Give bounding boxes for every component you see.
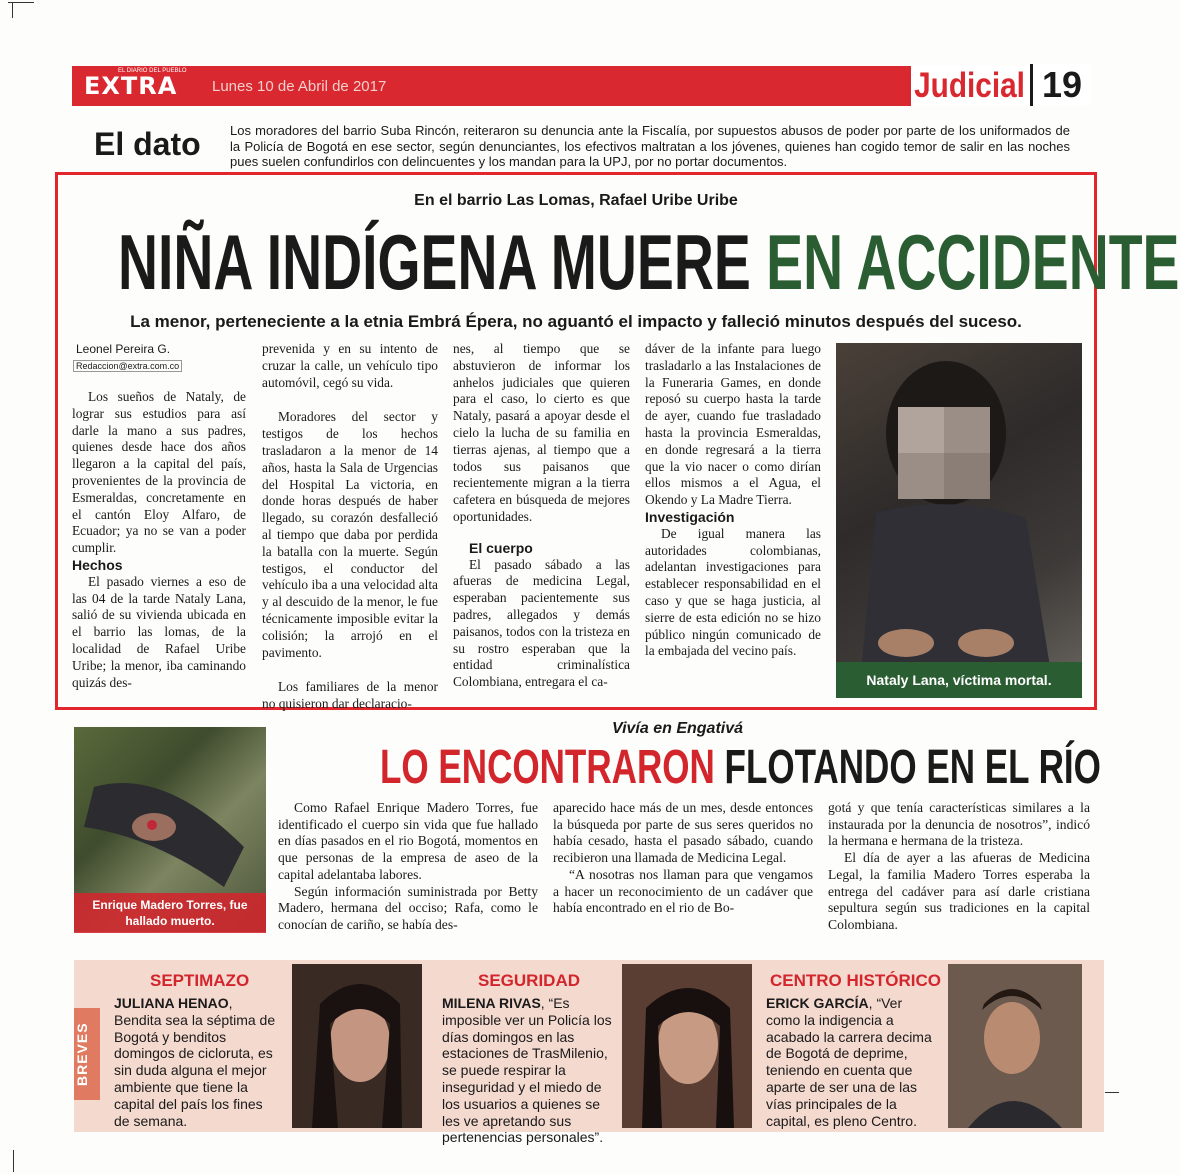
- breve-text-2: [442, 995, 612, 1146]
- el-dato-text: Los moradores del barrio Suba Rincón, reiteraron su denuncia ante la Fiscalía, por supuestos abusos de poder por parte de los uniformados de la Policía de Bogotá en ese sector, según denunciantes, los efectivos maltratan a los jóvenes, quienes han cogido temor de salir en las noches pues suelen confundirlos con delincuentes y los mandan para la UPJ, por no portar documentos.: [230, 123, 1070, 169]
- breve-photo-3: [948, 964, 1082, 1128]
- victim-photo: [836, 343, 1082, 698]
- crop-mark-right: [1105, 1092, 1119, 1093]
- el-dato-label: El dato: [94, 126, 201, 162]
- subhead-investigacion: Investigación: [645, 508, 735, 525]
- breves-label: BREVES: [74, 1022, 90, 1086]
- paragraph: dáver de la infante para luego trasladarlo a las Instalaciones de la Funeraria Games, en donde reposó su cuerpo hasta la tarde de ayer, cuando fue trasladado hasta la provincia Esmeraldas, en donde regresará a la tierra que la vio nacer o como dirían ellos mismos a el Agua, el Okendo y La Madre Tierra.: [645, 341, 821, 508]
- byline: Leonel Pereira G.: [76, 342, 171, 356]
- paragraph: aparecido hace más de un mes, desde entonces la búsqueda por parte de sus seres queridos no había cesado, hasta el pasado sábado, cuando recibieron una llamada de Medicina Legal.: [553, 800, 813, 866]
- breve-name-1: JULIANA HENAO: [114, 995, 229, 1011]
- breve-text-1: [114, 995, 280, 1129]
- paragraph: Según información suministrada por Betty Madero, hermana del occiso; Rafa, como le conocían de cariño, se había des-: [278, 883, 538, 932]
- breve-quote-1: , Bendita sea la séptima de Bogotá y benditos domingos de cicloruta, es sin duda alguna el mejor ambiente que tiene la capital del país los fines de semana.: [114, 995, 276, 1129]
- main-article-kicker: En el barrio Las Lomas, Rafael Uribe Uribe: [414, 192, 738, 209]
- main-article-deck: La menor, perteneciente a la etnia Embrá Épera, no aguantó el impacto y falleció minutos después del suceso.: [130, 312, 1022, 331]
- second-article-kicker: Vivía en Engativá: [612, 720, 744, 737]
- paragraph: El pasado sábado a las afueras de medicina Legal, esperaban pacientemente sus padres, allegados y demás paisanos, todos con la tristeza en su rostro esperaban que la entidad criminalística Colombiana, entregara el ca-: [453, 556, 630, 690]
- section-title: Judicial: [911, 66, 1030, 106]
- logo-tagline: EL DIARIO DEL PUEBLO: [118, 68, 187, 74]
- river-body-photo-caption: Enrique Madero Torres, fue hallado muerto.: [74, 893, 266, 933]
- crop-mark-bottom-left: [13, 1150, 14, 1172]
- second-article-column-2: [553, 800, 813, 917]
- byline-email: Redaccion@extra.com.co: [73, 360, 182, 372]
- main-article-headline: [118, 218, 1180, 306]
- paragraph: “A nosotras nos llaman para que vengamos a hacer un reconocimiento de un cadáver que había encontrado en el rio de Bo-: [553, 866, 813, 916]
- breve-name-2: MILENA RIVAS: [442, 995, 541, 1011]
- paragraph: nes, al tiempo que se abstuvieron de informar los anhelos judiciales que quieren para el caso, lo cierto es que Nataly, pasará a apoyar desde el cielo la lucha de su familia en tierras ajenas, al tiempo que a todos sus paisanos que recientemente migran a la tierra cafetera en búsqueda de mejores oportunidades.: [453, 341, 630, 524]
- page-number: 19: [1030, 64, 1091, 106]
- paragraph: De igual manera las autoridades colombianas, adelantan investigaciones para establecer responsabilidad en el caso y que se haga justicia, al sierre de esta edición no se hizo público ningún comunicado de la embajada del vecino país.: [645, 525, 821, 659]
- paragraph: Los sueños de Nataly, de lograr sus estudios para así darle la mano a sus padres, quienes desde hace dos años llegaron a la capital del país, provenientes de la provincia de Esmeraldas, concretamente en el cantón Eloy Alfaro, de Ecuador; ya no se van a poder cumplir.: [72, 389, 246, 556]
- headline-part-1: NIÑA INDÍGENA MUERE: [118, 218, 751, 306]
- paragraph: prevenida y en su intento de cruzar la calle, un vehículo tipo automóvil, cegó su vida.: [262, 341, 438, 390]
- paragraph: gotá y que tenía características similares a la instaurada por la denuncia de nosotros”, indicó la hermana e hermana de la tristeza.: [828, 800, 1090, 849]
- victim-photo-caption: Nataly Lana, víctima mortal.: [836, 662, 1082, 698]
- paragraph: Los familiares de la menor no quisieron dar declaracio-: [262, 679, 438, 712]
- main-article-column-1: [72, 389, 246, 691]
- breve-category-2: SEGURIDAD: [478, 971, 581, 990]
- paragraph: El pasado viernes a eso de las 04 de la tarde Nataly Lana, salió de su vivienda ubicada en el barrio las lomas, de la localidad de Rafael Uribe Uribe; la menor, iba caminando quizás des-: [72, 573, 246, 690]
- headline-part-2: EN ACCIDENTE: [766, 218, 1180, 306]
- breve-quote-3: , “Ver como la indigencia a acabado la carrera decima de Bogotá de deprime, teniendo en cuenta que aparte de ser una de las vías principales de la capital, es pleno Centro.: [766, 995, 932, 1129]
- crop-mark-top-left: [0, 0, 34, 20]
- main-article-column-3: [453, 341, 630, 691]
- breve-photo-1: [292, 964, 422, 1128]
- main-article-column-2: [262, 341, 438, 713]
- breve-portrait-1: [292, 964, 422, 1128]
- breve-category-1: SEPTIMAZO: [150, 971, 250, 990]
- breve-photo-2: [622, 964, 752, 1128]
- headline2-part-1: LO ENCONTRARON: [380, 741, 715, 794]
- second-article-column-3: [828, 800, 1090, 934]
- victim-photo-illustration: [836, 343, 1082, 698]
- second-article-column-1: [278, 800, 538, 934]
- breve-category-3: CENTRO HISTÓRICO: [770, 971, 941, 990]
- main-article-column-4: [645, 341, 821, 660]
- subhead-el-cuerpo: El cuerpo: [469, 539, 533, 556]
- breve-quote-2: , “Es imposible ver un Policía los días domingos en las estaciones de TrasMilenio, se puede respirar la inseguridad y el miedo de los usuarios a quienes se les ve apretando sus pertenencias personales”.: [442, 995, 612, 1146]
- subhead-hechos: Hechos: [72, 556, 123, 573]
- issue-date: Lunes 10 de Abril de 2017: [212, 78, 387, 95]
- breve-text-3: [766, 995, 938, 1129]
- breve-name-3: ERICK GARCÍA: [766, 995, 869, 1011]
- paragraph: Moradores del sector y testigos de los hechos trasladaron a la menor de 14 años, hasta la Sala de Urgencias del Hospital La victoria, en donde horas después de haber llegado, su corazón desfalleció al tiempo que daba por perdida la batalla con la muerte. Según testigos, el conductor del vehículo iba a una velocidad alta y al descuido de la menor, le fue técnicamente imposible evitar la colisión; la arrojó en el pavimento.: [262, 409, 438, 660]
- paragraph: El día de ayer a las afueras de Medicina Legal, la familia Madero Torres esperaba la entrega del cadáver para así darle cristiana sepultura según sus tradiciones en la capital Colombiana.: [828, 850, 1090, 932]
- breve-portrait-2: [622, 964, 752, 1128]
- second-article-headline: [380, 742, 1101, 794]
- headline2-part-2: FLOTANDO EN EL RÍO: [724, 741, 1101, 794]
- breve-portrait-3: [948, 964, 1082, 1128]
- paragraph: Como Rafael Enrique Madero Torres, fue identificado el cuerpo sin vida que fue hallado en días pasados en el rio Bogotá, momentos en que personas de la empresa de aseo de la capital adelantaba labores.: [278, 800, 538, 882]
- newspaper-logo: EXTRA: [84, 72, 178, 100]
